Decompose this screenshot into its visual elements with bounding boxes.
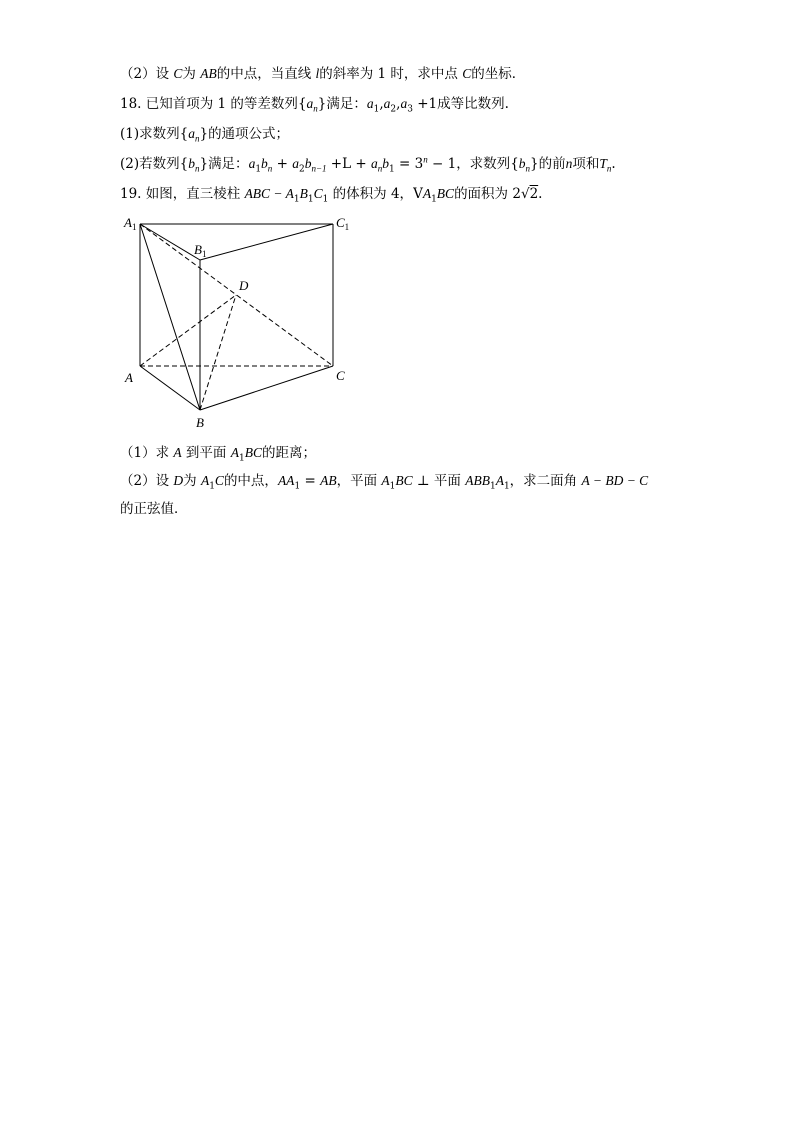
math-var: A — [230, 445, 239, 460]
text: 的通项公式； — [208, 126, 290, 142]
text: ，平面 — [336, 473, 382, 489]
brace: { — [179, 156, 189, 172]
subscript: n — [525, 163, 531, 174]
subscript: 1 — [431, 194, 437, 205]
text: （2）设 — [120, 473, 174, 489]
text: 成等比数列. — [437, 96, 509, 112]
brace: } — [199, 156, 209, 172]
text: 的坐标． — [471, 66, 526, 82]
sqrt-sign: √ — [520, 186, 530, 202]
text: + — [272, 156, 293, 172]
text: 19. 如图，直三棱柱 — [120, 186, 245, 202]
text: = — [300, 473, 321, 489]
math-var: B — [299, 186, 308, 201]
math-var: a — [383, 96, 391, 111]
math-var: a — [400, 96, 408, 111]
subscript: 2 — [390, 104, 397, 115]
text: 满足： — [208, 156, 249, 172]
subscript: 1 — [307, 194, 314, 205]
text: ，求数列 — [456, 156, 511, 172]
line-question-19-part-1 — [120, 443, 680, 463]
prism-figure — [118, 210, 358, 435]
line-question-18-part-1 — [120, 124, 680, 144]
label-b: B — [196, 415, 204, 430]
math-var: AB — [200, 66, 217, 81]
math-var: n — [565, 156, 573, 171]
subscript: n — [194, 133, 200, 144]
subscript: n — [194, 163, 200, 174]
text: 到平面 — [181, 445, 231, 461]
subscript: n — [377, 163, 383, 174]
text: (1)求数列 — [120, 126, 180, 142]
text: (2)若数列 — [120, 156, 180, 172]
text: 的中点， — [223, 473, 278, 489]
math-var: a — [370, 156, 378, 171]
text: , — [379, 96, 384, 112]
math-var: D — [173, 473, 184, 488]
text: 的前 — [538, 156, 566, 172]
math-var: a — [366, 96, 374, 111]
line-question-17-part-2 — [120, 64, 680, 84]
edge-bc — [200, 366, 333, 410]
text: 的正弦值． — [120, 501, 188, 517]
text: 满足： — [326, 96, 367, 112]
text: . — [611, 156, 616, 172]
line-question-19-part-2-cont — [120, 499, 680, 519]
brace: { — [510, 156, 519, 172]
brace: } — [530, 156, 539, 172]
math-var: b — [382, 156, 389, 171]
subscript: 1 — [489, 481, 496, 492]
text: 的中点，当直线 — [216, 66, 316, 82]
math-var: b — [518, 156, 526, 171]
superscript: n — [423, 154, 428, 165]
edge-b1c1 — [200, 224, 333, 260]
edge-ab — [140, 366, 200, 410]
text: . — [538, 186, 543, 202]
brace: { — [179, 126, 189, 142]
label-d: D — [239, 278, 249, 293]
text: 项和 — [572, 156, 600, 172]
math-var: a — [292, 156, 299, 171]
text: ，求二面角 — [509, 473, 582, 489]
line-question-19 — [120, 184, 680, 204]
text: = 3 — [394, 156, 424, 172]
math-var: C — [173, 66, 183, 81]
label-c: C — [336, 368, 345, 383]
subscript: 1 — [388, 164, 395, 175]
text: （1）求 — [120, 445, 174, 461]
math-var: ABB — [465, 473, 490, 488]
math-var: b — [304, 156, 312, 171]
text: +1 — [412, 96, 438, 112]
text: 为 — [182, 66, 201, 82]
math-var: a — [306, 96, 314, 111]
text: 为 — [183, 473, 201, 489]
label-a1: $A_1$ — [124, 215, 137, 232]
radicand: 2 — [529, 186, 539, 202]
math-var: AA — [277, 473, 295, 488]
text: , — [396, 96, 401, 112]
math-var: A − BD − C — [581, 473, 649, 488]
brace: { — [297, 96, 307, 112]
math-var: A — [422, 186, 432, 201]
subscript: 1 — [238, 453, 245, 464]
text: 的斜率为 1 时，求中点 — [319, 66, 463, 82]
subscript: 1 — [373, 104, 380, 115]
subscript: n — [313, 103, 318, 114]
math-var: AB — [320, 473, 337, 488]
math-var: BC — [244, 445, 262, 460]
label-b1: $B_1$ — [194, 242, 207, 259]
label-a: A — [125, 370, 133, 385]
subscript: 1 — [293, 194, 300, 205]
math-var: A — [381, 473, 390, 488]
line-question-19-part-2 — [120, 471, 680, 491]
line-question-18 — [120, 94, 680, 114]
math-var: a — [248, 156, 256, 171]
label-c1: $C_1$ — [336, 215, 350, 232]
edge-ad-dashed — [140, 295, 236, 366]
subscript: n — [267, 163, 273, 174]
subscript: n−1 — [311, 163, 327, 174]
subscript: 1 — [294, 481, 301, 492]
subscript: 1 — [389, 481, 396, 492]
subscript: 1 — [209, 481, 215, 492]
text: ⊥ 平面 — [412, 473, 466, 489]
edge-a1b1 — [140, 224, 200, 260]
line-question-18-part-2 — [120, 154, 680, 174]
text: 18. 已知首项为 1 的等差数列 — [120, 96, 298, 112]
math-var: b — [261, 156, 268, 171]
math-var: C — [214, 473, 224, 488]
math-var: A — [200, 473, 210, 488]
text: 的面积为 2 — [454, 186, 521, 202]
subscript: 1 — [255, 164, 262, 175]
math-var: b — [188, 156, 195, 171]
subscript: 1 — [322, 194, 329, 205]
subscript: 1 — [503, 481, 510, 492]
math-var: T — [599, 156, 607, 171]
math-var: BC — [436, 186, 455, 201]
text: V — [413, 186, 423, 202]
text: （2）设 — [120, 66, 174, 82]
math-var: C — [462, 66, 472, 81]
edge-bd-dashed — [200, 295, 236, 410]
brace: } — [199, 126, 209, 142]
text: 的距离； — [261, 445, 316, 461]
math-var: l — [315, 66, 320, 81]
text: − 1 — [427, 156, 457, 172]
math-var: C — [313, 186, 323, 201]
edge-a1b — [140, 224, 200, 410]
math-var: a — [188, 126, 195, 141]
math-var: ABC − A — [244, 186, 294, 201]
brace: } — [317, 96, 327, 112]
subscript: n — [606, 163, 612, 174]
subscript: 2 — [298, 164, 305, 175]
text: 的体积为 4， — [328, 186, 414, 202]
math-var: BC — [395, 473, 413, 488]
subscript: 3 — [407, 104, 413, 115]
math-var: A — [495, 473, 504, 488]
text: +L + — [326, 156, 371, 172]
math-var: A — [173, 445, 182, 460]
